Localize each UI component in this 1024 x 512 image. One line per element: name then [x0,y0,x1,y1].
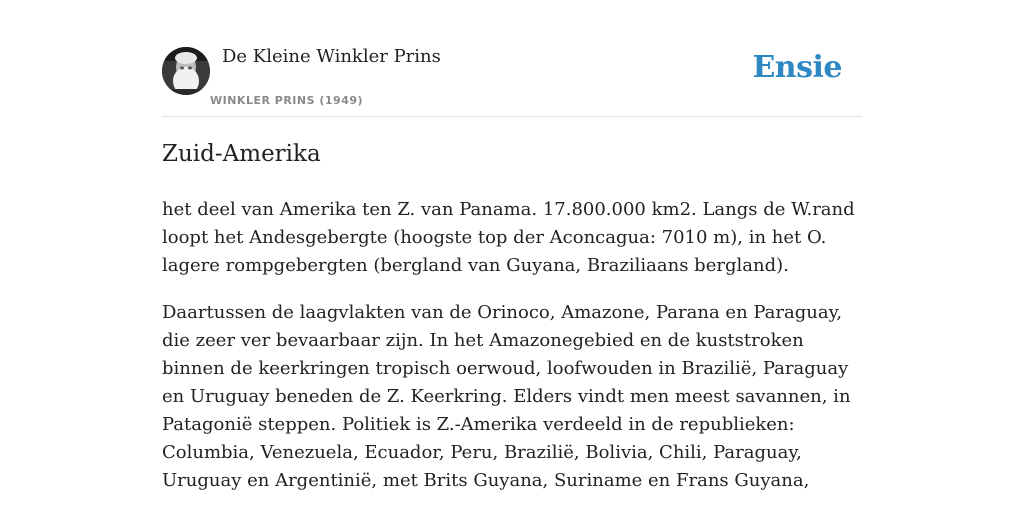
author-avatar[interactable] [162,47,210,95]
article [162,138,862,512]
article-title: Zuid-Amerika [162,141,321,167]
article-paragraph-1: het deel van Amerika ten Z. van Panama. 17.800.000 km2. Langs de W.rand loopt het Andesgebergte (hoogste top der Aconcagua: 7010 m), in het O. lagere rompgebergten (bergland van Guyana, Braziliaans bergland). [162,199,855,276]
source-subtitle[interactable]: WINKLER PRINS (1949) [210,94,364,107]
source-header [162,0,862,117]
source-title[interactable]: De Kleine Winkler Prins [222,46,441,67]
article-paragraph-2: Daartussen de laagvlakten van de Orinoco, Amazone, Parana en Paraguay, die zeer ver bevaarbaar zijn. In het Amazonegebied en de kuststroken binnen de keerkringen tropisch oerwoud, loofwouden in Brazilië, Paraguay en Uruguay beneden de Z. Keerkring. Elders vindt men meest savannen, in Patagonië steppen. Politiek is Z.-Amerika verdeeld in de republieken: Columbia, Venezuela, Ecuador, Peru, Brazilië, Bolivia, Chili, Paraguay, Uruguay en Argentinië, met Brits Guyana, Suriname en Frans Guyana, [162,302,851,491]
ensie-logo[interactable]: Ensie [752,50,842,85]
